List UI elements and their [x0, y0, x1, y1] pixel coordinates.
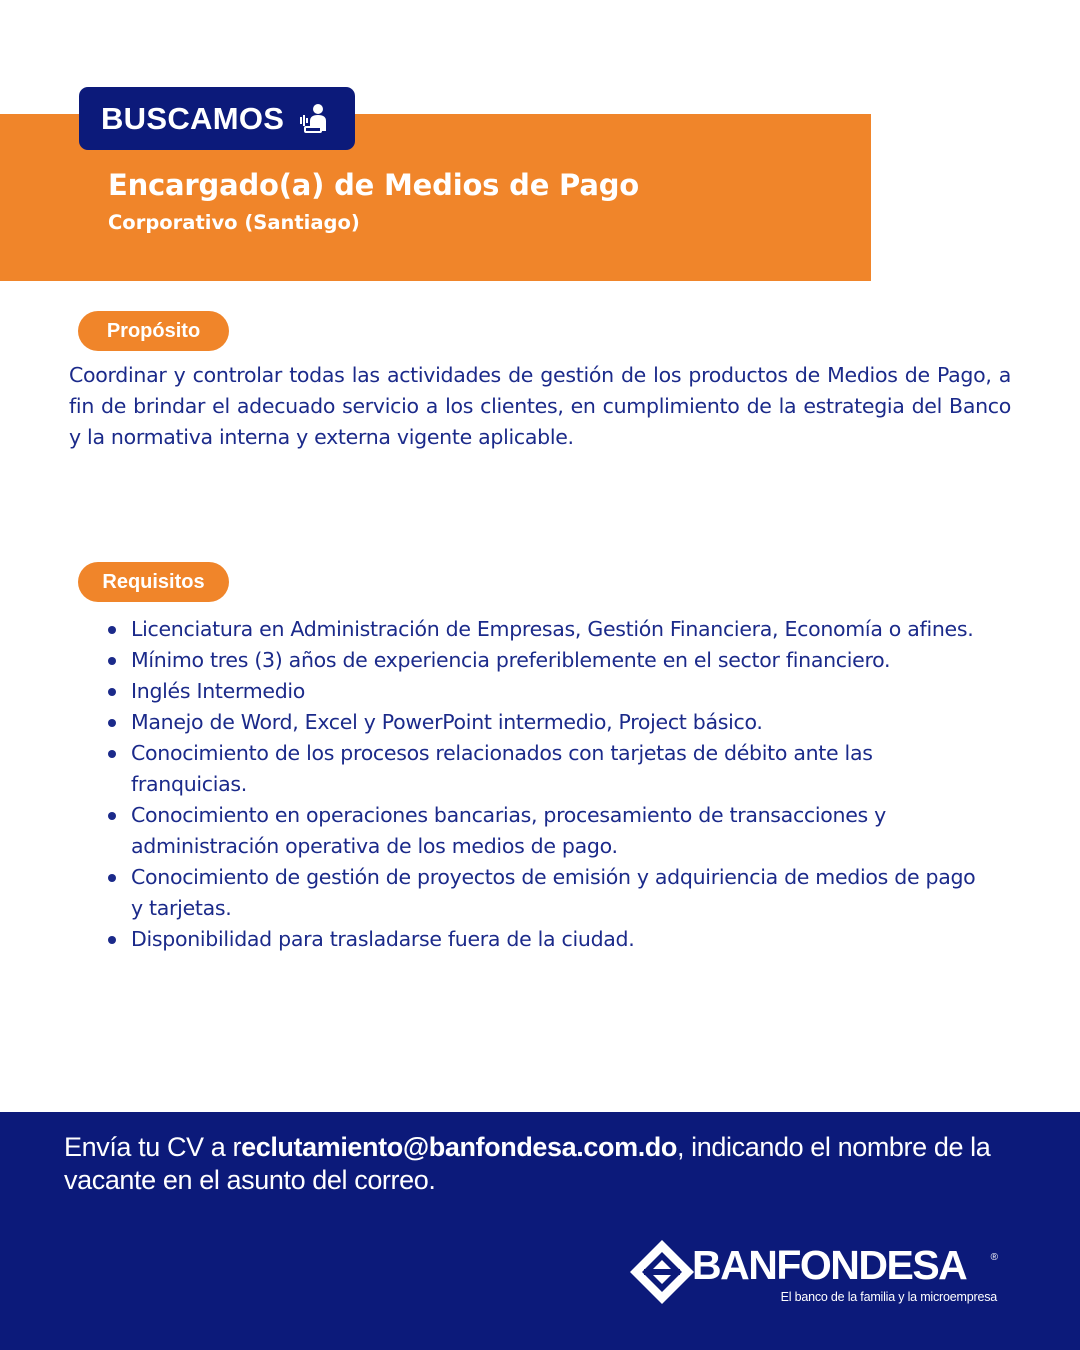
buscamos-badge [79, 87, 355, 150]
banfondesa-diamond-icon [628, 1238, 696, 1306]
footer-text-before: Envía tu CV a [64, 1132, 233, 1162]
logo-wordmark: BANFONDESA [692, 1242, 967, 1288]
footer-text-after: , indicando el nombre de la vacante en el asunto del correo. [64, 1132, 991, 1195]
buscamos-label: BUSCAMOS [101, 100, 285, 136]
footer-cta [64, 1131, 1024, 1197]
list-item: Conocimiento de los procesos relacionados con tarjetas de débito ante las franquicias. [131, 738, 991, 800]
requisitos-label: Requisitos [78, 562, 229, 602]
logo-tagline: El banco de la familia y la microempresa [780, 1290, 997, 1304]
person-at-laptop-icon [296, 101, 332, 137]
requisitos-list [131, 614, 991, 955]
list-item: Licenciatura en Administración de Empresas, Gestión Financiera, Economía o afines. [131, 614, 991, 645]
list-item: Mínimo tres (3) años de experiencia preferiblemente en el sector financiero. [131, 645, 991, 676]
job-location: Corporativo (Santiago) [108, 211, 360, 234]
footer-email: eclutamiento@banfondesa.com.do [241, 1132, 677, 1162]
proposito-text: Coordinar y controlar todas las actividades de gestión de los productos de Medios de Pago, a fin de brindar el adecuado servicio a los clientes, en cumplimiento de la estrategia del Banco y la normativa interna y externa vigente aplicable. [69, 363, 1011, 449]
job-title: Encargado(a) de Medios de Pago [108, 168, 639, 202]
list-item: Conocimiento de gestión de proyectos de emisión y adquiriencia de medios de pago y tarjetas. [131, 862, 991, 924]
proposito-label: Propósito [78, 311, 229, 351]
list-item: Conocimiento en operaciones bancarias, procesamiento de transacciones y administración operativa de los medios de pago. [131, 800, 991, 862]
list-item: Disponibilidad para trasladarse fuera de la ciudad. [131, 924, 991, 955]
banfondesa-logo [628, 1238, 1000, 1308]
list-item: Inglés Intermedio [131, 676, 991, 707]
list-item: Manejo de Word, Excel y PowerPoint intermedio, Project básico. [131, 707, 991, 738]
logo-registered-mark: ® [990, 1252, 998, 1263]
footer-email-first-letter: r [232, 1132, 242, 1162]
